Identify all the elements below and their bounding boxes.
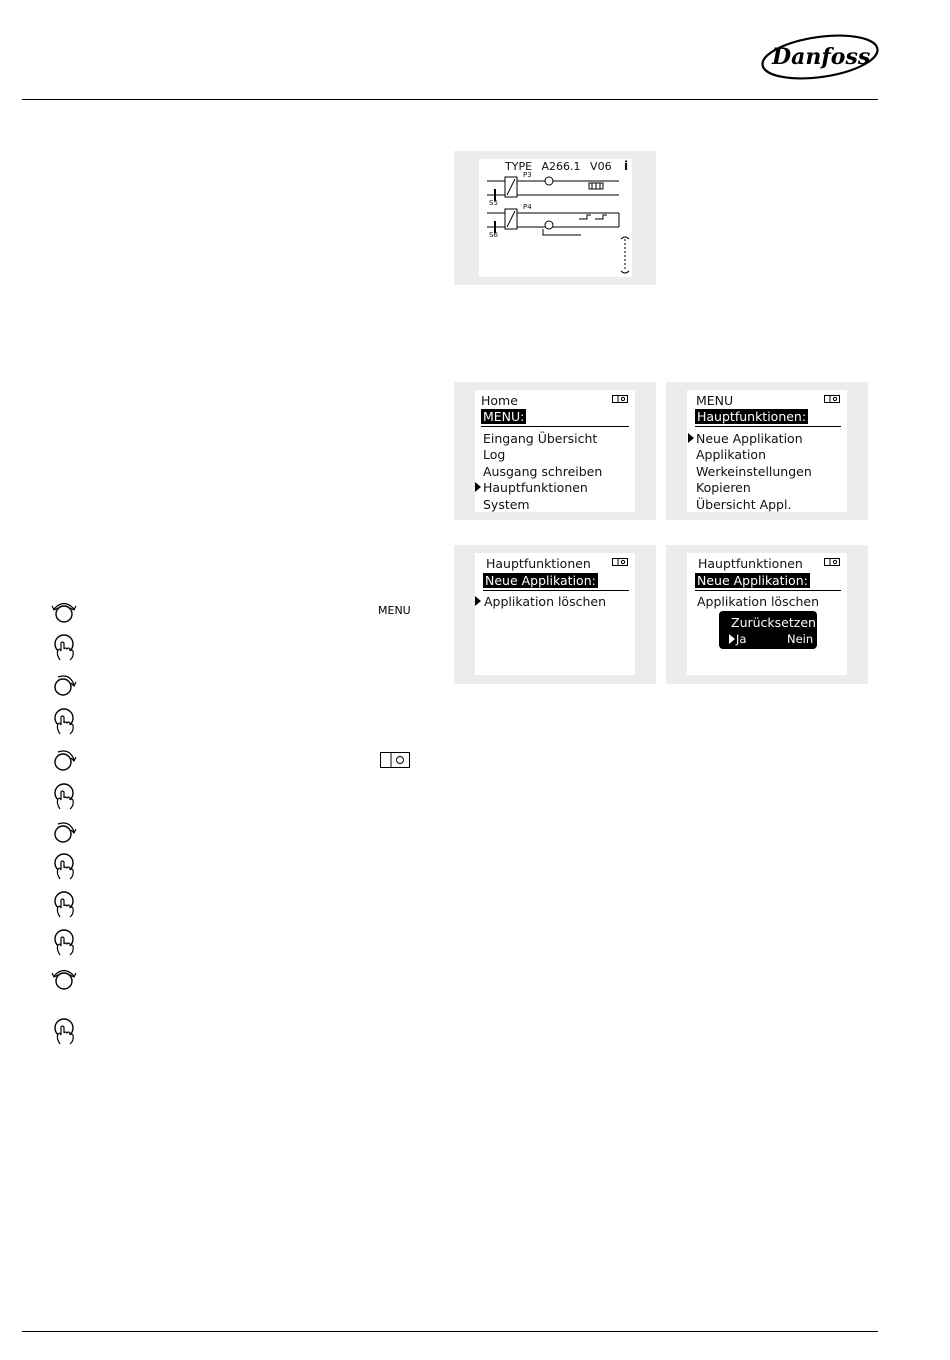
- screen-title: MENU: [696, 393, 734, 408]
- reset-confirm-panel: [666, 545, 868, 684]
- application-diagram: [479, 159, 632, 277]
- menu-item: Neue Applikation: [696, 431, 803, 446]
- menu-item: System: [483, 497, 530, 512]
- selected-item: Neue Applikation:: [485, 573, 596, 588]
- selected-item: Hauptfunktionen:: [697, 409, 807, 424]
- push-button-icon: [50, 781, 78, 811]
- menu-display: [687, 390, 847, 512]
- dial-turn-right-icon: [50, 670, 78, 700]
- screen-title: Hauptfunktionen: [698, 556, 803, 571]
- steps-column: [0, 0, 440, 1100]
- menu-item: Applikation löschen: [484, 594, 607, 609]
- cursor-arrow-icon: [729, 634, 735, 644]
- menu-item: Werkeinstellungen: [696, 464, 812, 479]
- menu-item: Ausgang schreiben: [483, 464, 603, 479]
- label-s5: S5: [489, 199, 498, 207]
- type-value: A266.1: [541, 160, 581, 173]
- application-type-panel: [454, 151, 656, 285]
- dial-turn-right-icon: [50, 745, 78, 775]
- popup-no-option[interactable]: Nein: [787, 632, 814, 646]
- menu-label: MENU: [378, 604, 411, 617]
- label-p3: P3: [523, 171, 532, 179]
- type-label: TYPE: [505, 160, 533, 173]
- logo-text: Danfoss: [772, 44, 871, 70]
- popup-title: Zurücksetzen: [731, 615, 816, 630]
- home-menu-display: [475, 390, 635, 512]
- version-label: V06: [590, 160, 612, 173]
- screen-title: Home: [481, 393, 518, 408]
- dial-turn-both-icon: [50, 964, 78, 994]
- footer-rule: [22, 1331, 878, 1332]
- display-mode-icon: [824, 395, 840, 403]
- dial-turn-right-icon: [50, 817, 78, 847]
- menu-item: Kopieren: [696, 480, 751, 495]
- hauptfunktionen-panel: [454, 545, 656, 684]
- cursor-arrow-icon: [475, 596, 481, 606]
- menu-panel: [666, 382, 868, 520]
- push-button-icon: [50, 1016, 78, 1046]
- menu-item: Log: [483, 447, 506, 462]
- menu-item: Eingang Übersicht: [483, 431, 598, 446]
- push-button-icon: [50, 851, 78, 881]
- push-button-icon: [50, 927, 78, 957]
- menu-item: Übersicht Appl.: [696, 497, 792, 512]
- display-mode-icon: [612, 558, 628, 566]
- push-button-icon: [50, 889, 78, 919]
- hauptfunktionen-display: [475, 553, 635, 675]
- reset-confirm-display: [687, 553, 847, 675]
- cursor-arrow-icon: [688, 433, 694, 443]
- push-button-icon: [50, 632, 78, 662]
- label-s6: S6: [489, 231, 498, 239]
- push-button-icon: [50, 706, 78, 736]
- display-mode-icon: [824, 558, 840, 566]
- home-menu-panel: [454, 382, 656, 520]
- menu-item: Hauptfunktionen: [483, 480, 588, 495]
- label-p4: P4: [523, 203, 532, 211]
- cursor-arrow-icon: [475, 482, 481, 492]
- display-mode-symbol-icon: [380, 752, 410, 768]
- application-type-display: [479, 159, 632, 277]
- menu-item: Applikation: [696, 447, 766, 462]
- selected-item: Neue Applikation:: [697, 573, 808, 588]
- popup-yes-option[interactable]: Ja: [736, 632, 747, 646]
- menu-item: Applikation löschen: [697, 594, 820, 609]
- selected-item: MENU:: [483, 409, 525, 424]
- reset-popup: [719, 611, 817, 649]
- screen-title: Hauptfunktionen: [486, 556, 591, 571]
- danfoss-logo: [758, 34, 882, 80]
- dial-turn-both-icon: [50, 597, 78, 627]
- display-mode-icon: [612, 395, 628, 403]
- info-icon: i: [624, 159, 629, 173]
